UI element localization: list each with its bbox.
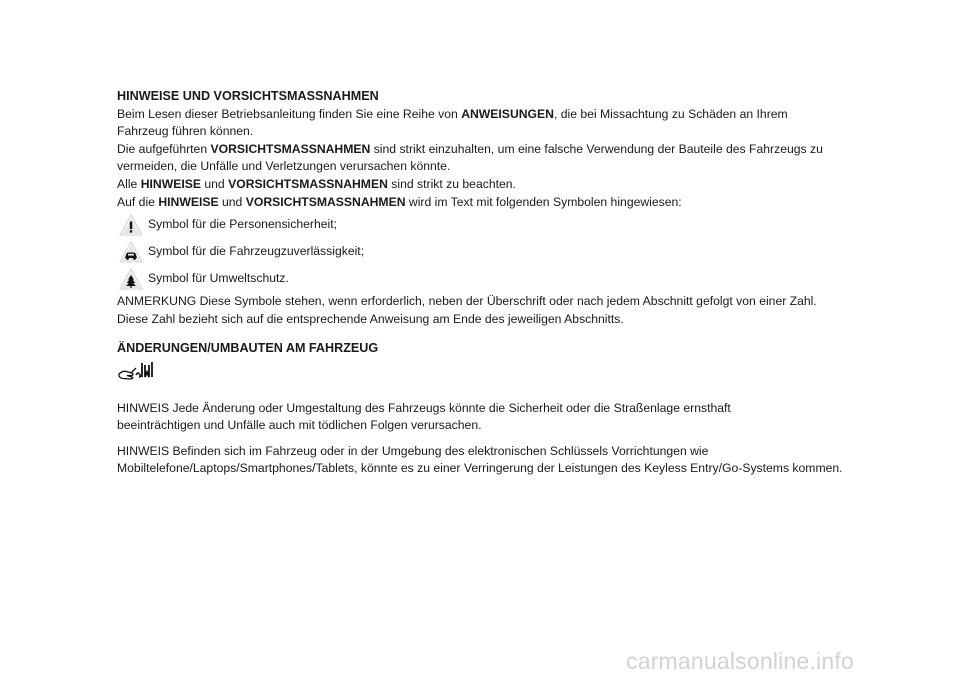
paragraph-alle: Alle HINWEISE und VORSICHTSMASSNAHMEN sind strikt zu beachten. (117, 176, 516, 191)
hand-writing-icon (117, 360, 157, 382)
symbol-item-vehicle-reliability (117, 239, 857, 265)
paragraph-hinweis-keyless: HINWEIS Befinden sich im Fahrzeug oder in der Umgebung des elektronischen Schlüssels Vorrichtungen wie Mobiltelefone/Laptops/Smartphones/Tablets, könnte es zu einer Verringerung der Leistungen des Keyless Entry/Go-Systems kommen. (117, 443, 843, 476)
paragraph-anmerkung: ANMERKUNG Diese Symbole stehen, wenn erforderlich, neben der Überschrift oder nach jedem Abschnitt gefolgt von einer Zahl. Diese Zahl bezieht sich auf die entsprechende Anweisung am Ende des jeweiligen Abschnitts. (117, 294, 817, 326)
symbol-label: Symbol für die Personensicherheit; (148, 217, 338, 232)
paragraph-symbol-reference: Auf die HINWEISE und VORSICHTSMASSNAHMEN wird im Text mit folgenden Symbolen hingewiesen: (117, 194, 682, 209)
car-warning-icon (119, 240, 143, 264)
warning-triangle-icon (119, 213, 143, 237)
symbol-label: Symbol für die Fahrzeugzuverlässigkeit; (148, 244, 365, 259)
document-page (117, 88, 857, 478)
paragraph-hinweis-aenderung: HINWEIS Jede Änderung oder Umgestaltung des Fahrzeugs könnte die Sicherheit oder die Straßenlage ernsthaft beeinträchtigen und Unfälle auch mit tödlichen Folgen verursachen. (117, 400, 731, 433)
section-heading-hinweise: HINWEISE UND VORSICHTSMASSNAHMEN (117, 89, 379, 103)
paragraph-vorsichtsmassnahmen: Die aufgeführten VORSICHTSMASSNAHMEN sind strikt einzuhalten, um eine falsche Verwendung der Bauteile des Fahrzeugs zu vermeiden, die Unfälle und Verletzungen verursachen könnte. (117, 141, 823, 174)
watermark-text: carmanualsonline.info (626, 648, 854, 674)
symbol-label: Symbol für Umweltschutz. (148, 271, 289, 286)
symbol-item-personal-safety (117, 212, 857, 238)
section-heading-aenderungen: ÄNDERUNGEN/UMBAUTEN AM FAHRZEUG (117, 341, 379, 356)
tree-environment-icon (119, 267, 143, 291)
paragraph-intro: Beim Lesen dieser Betriebsanleitung finden Sie eine Reihe von ANWEISUNGEN, die bei Missachtung zu Schäden an Ihrem Fahrzeug führen können. (117, 106, 788, 139)
symbol-item-environment (117, 266, 857, 292)
